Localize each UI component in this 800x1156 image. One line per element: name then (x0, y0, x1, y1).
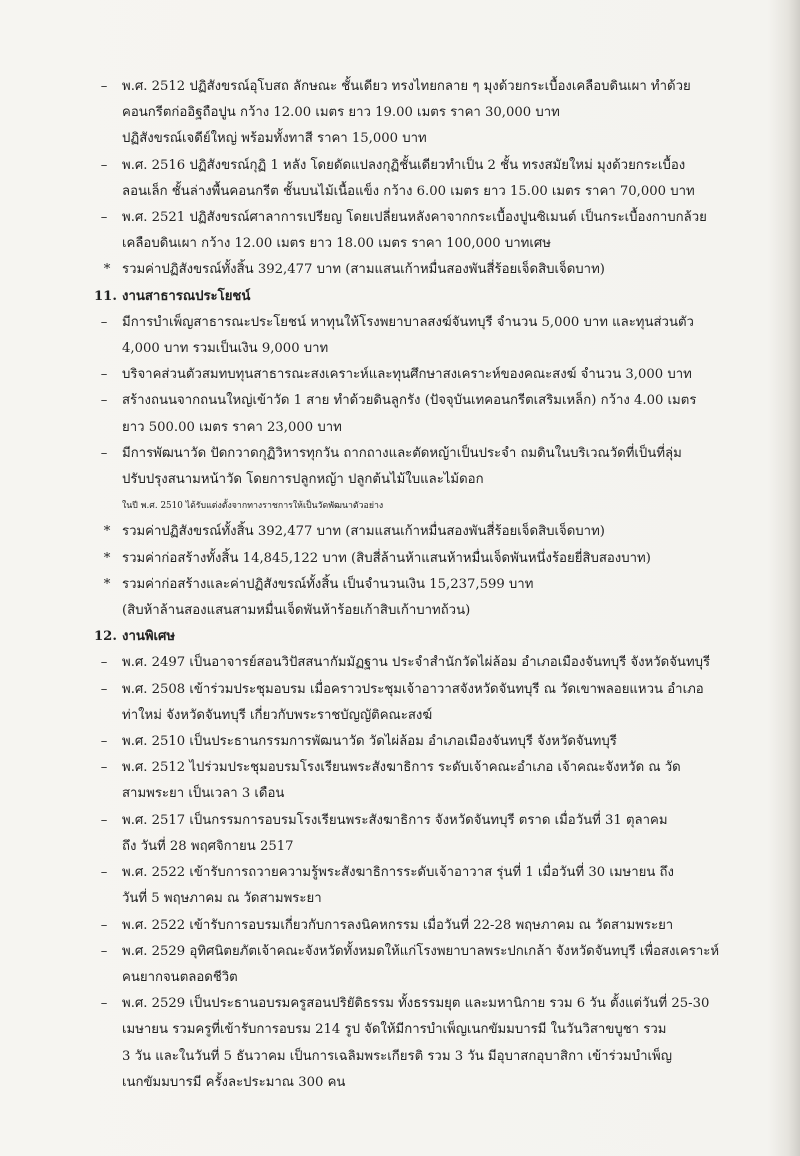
dash-bullet: – (100, 393, 108, 409)
item-line: วันที่ 5 พฤษภาคม ณ วัดสามพระยา (122, 891, 322, 907)
dash-bullet: – (100, 157, 108, 173)
item-line: ลอนเล็ก ชั้นล่างพื้นคอนกรีต ชั้นบนไม้เนื้อแข็ง กว้าง 6.00 เมตร ยาว 15.00 เมตร ราคา 70,000 บาท (122, 183, 695, 199)
item-line: พ.ศ. 2508 เข้าร่วมประชุมอบรม เมื่อคราวประชุมเจ้าอาวาสจังหวัดจันทบุรี ณ วัดเขาพลอยแหวน อำเภอ (122, 681, 704, 697)
item-line: พ.ศ. 2497 เป็นอาจารย์สอนวิปัสสนากัมมัฏฐาน ประจำสำนักวัดไผ่ล้อม อำเภอเมืองจันทบุรี จังหวัดจันทบุรี (122, 655, 711, 671)
asterisk-bullet: * (103, 550, 111, 566)
dash-bullet: – (100, 734, 108, 750)
dash-bullet: – (100, 865, 108, 881)
list-item (94, 74, 770, 153)
item-line: สร้างถนนจากถนนใหญ่เข้าวัด 1 สาย ทำด้วยดินลูกรัง (ปัจจุบันเทคอนกรีตเสริมเหล็ก) กว้าง 4.00 เมตร (122, 393, 697, 409)
item-line: คอนกรีตก่ออิฐถือปูน กว้าง 12.00 เมตร ยาว 19.00 เมตร ราคา 30,000 บาท (122, 105, 560, 121)
item-line: คนยากจนตลอดชีวิต (122, 969, 238, 985)
total-item (94, 257, 770, 283)
total-item (94, 572, 770, 624)
item-line: พ.ศ. 2529 เป็นประธานอบรมครูสอนปริยัติธรรม ทั้งธรรมยุต และมหานิกาย รวม 6 วัน ตั้งแต่วันที่ 25-30 (122, 996, 710, 1012)
list-item (94, 153, 770, 205)
item-line: เมษายน รวมครูที่เข้ารับการอบรม 214 รูป จัดให้มีการบำเพ็ญเนกขัมมบารมี ในวันวิสาขบูชา รวม (122, 1022, 667, 1038)
dash-bullet: – (100, 655, 108, 671)
list-item (94, 808, 770, 860)
item-line: รวมค่าปฏิสังขรณ์ทั้งสิ้น 392,477 บาท (สามแสนเก้าหมื่นสองพันสี่ร้อยเจ็ดสิบเจ็ดบาท) (122, 524, 605, 540)
list-item (94, 729, 770, 755)
dash-bullet: – (100, 367, 108, 383)
item-line: สามพระยา เป็นเวลา 3 เดือน (122, 786, 285, 802)
list-item (94, 755, 770, 807)
dash-bullet: – (100, 917, 108, 933)
item-line: ปรับปรุงสนามหน้าวัด โดยการปลูกหญ้า ปลูกต้นไม้ใบและไม้ดอก (122, 472, 484, 488)
list-item (94, 860, 770, 912)
item-line: มีการพัฒนาวัด ปัดกวาดกุฏิวิหารทุกวัน ถากถางและตัดหญ้าเป็นประจำ ถมดินในบริเวณวัดที่เป็นที่ลุ่ม (122, 445, 682, 461)
list-item (94, 913, 770, 939)
item-line: รวมค่าก่อสร้างทั้งสิ้น 14,845,122 บาท (สิบสี่ล้านห้าแสนห้าหมื่นเจ็ดพันหนึ่งร้อยยี่สิบสองบาท) (122, 550, 651, 566)
asterisk-bullet: * (103, 576, 111, 592)
dash-bullet: – (100, 445, 108, 461)
dash-bullet: – (100, 681, 108, 697)
list-item (94, 677, 770, 729)
dash-bullet: – (100, 79, 108, 94)
section-number: 12. (94, 629, 117, 645)
item-line: พ.ศ. 2510 เป็นประธานกรรมการพัฒนาวัด วัดไผ่ล้อม อำเภอเมืองจันทบุรี จังหวัดจันทบุรี (122, 734, 617, 750)
item-line: บริจาคส่วนตัวสมทบทุนสาธารณะสงเคราะห์และทุนศึกษาสงเคราะห์ของคณะสงฆ์ จำนวน 3,000 บาท (122, 367, 692, 383)
document-body (94, 74, 770, 1096)
section-number: 11. (94, 288, 117, 304)
award-note: ในปี พ.ศ. 2510 ได้รับแต่งตั้งจากทางราชการให้เป็นวัดพัฒนาตัวอย่าง (122, 501, 384, 512)
item-line: ท่าใหม่ จังหวัดจันทบุรี เกี่ยวกับพระราชบัญญัติคณะสงฆ์ (122, 707, 433, 723)
item-line: พ.ศ. 2512 ไปร่วมประชุมอบรมโรงเรียนพระสังฆาธิการ ระดับเจ้าคณะอำเภอ เจ้าคณะจังหวัด ณ วัด (122, 760, 681, 776)
section-title: งานสาธารณประโยชน์ (122, 288, 251, 304)
dash-bullet: – (100, 996, 108, 1012)
total-item (94, 519, 770, 545)
item-line: เคลือบดินเผา กว้าง 12.00 เมตร ยาว 18.00 เมตร ราคา 100,000 บาทเศษ (122, 236, 551, 252)
item-line: รวมค่าก่อสร้างและค่าปฏิสังขรณ์ทั้งสิ้น เป็นจำนวนเงิน 15,237,599 บาท (122, 576, 534, 592)
list-item (94, 388, 770, 440)
item-line: เนกขัมมบารมี ครั้งละประมาณ 300 คน (122, 1074, 346, 1090)
list-item (94, 650, 770, 676)
item-line: ยาว 500.00 เมตร ราคา 23,000 บาท (122, 419, 342, 435)
section-title: งานพิเศษ (122, 629, 176, 645)
item-line: (สิบห้าล้านสองแสนสามหมื่นเจ็ดพันห้าร้อยเก้าสิบเก้าบาทถ้วน) (122, 603, 471, 619)
list-item (94, 441, 770, 493)
item-line: พ.ศ. 2516 ปฏิสังขรณ์กุฏิ 1 หลัง โดยดัดแปลงกุฏิชั้นเดียวทำเป็น 2 ชั้น ทรงสมัยใหม่ มุงด้วยกระเบื้อง (122, 157, 686, 173)
list-item (94, 205, 770, 257)
item-line: ถึง วันที่ 28 พฤศจิกายน 2517 (122, 838, 294, 854)
list-item (94, 362, 770, 388)
dash-bullet: – (100, 760, 108, 776)
section-12-list (94, 650, 770, 1095)
total-item (94, 546, 770, 572)
list-item (94, 991, 770, 1096)
item-line: พ.ศ. 2521 ปฏิสังขรณ์ศาลาการเปรียญ โดยเปลี่ยนหลังคาจากกระเบื้องปูนซิเมนต์ เป็นกระเบื้องกาบกล้วย (122, 210, 707, 226)
item-line: มีการบำเพ็ญสาธารณะประโยชน์ หาทุนให้โรงพยาบาลสงฆ์จันทบุรี จำนวน 5,000 บาท และทุนส่วนตัว (122, 314, 694, 330)
dash-bullet: – (100, 210, 108, 226)
dash-bullet: – (100, 314, 108, 330)
item-line: พ.ศ. 2517 เป็นกรรมการอบรมโรงเรียนพระสังฆาธิการ จังหวัดจันทบุรี ตราด เมื่อวันที่ 31 ตุลาคม (122, 812, 668, 828)
asterisk-bullet: * (103, 524, 111, 540)
item-line: พ.ศ. 2529 อุทิศนิตยภัตเจ้าคณะจังหวัดทั้งหมดให้แก่โรงพยาบาลพระปกเกล้า จังหวัดจันทบุรี เพื่อสงเคราะห์ (122, 943, 720, 959)
section-12-heading (94, 624, 770, 650)
item-line: ปฏิสังขรณ์เจดีย์ใหญ่ พร้อมทั้งทาสี ราคา 15,000 บาท (122, 131, 427, 147)
item-line: 4,000 บาท รวมเป็นเงิน 9,000 บาท (122, 341, 329, 357)
list-item (94, 939, 770, 991)
dash-bullet: – (100, 943, 108, 959)
section-11-list (94, 310, 770, 624)
item-line: พ.ศ. 2522 เข้ารับการอบรมเกี่ยวกับการลงนิคหกรรม เมื่อวันที่ 22-28 พฤษภาคม ณ วัดสามพระยา (122, 917, 674, 933)
item-line: รวมค่าปฏิสังขรณ์ทั้งสิ้น 392,477 บาท (สามแสนเก้าหมื่นสองพันสี่ร้อยเจ็ดสิบเจ็ดบาท) (122, 262, 605, 278)
item-line: พ.ศ. 2522 เข้ารับการถวายความรู้พระสังฆาธิการระดับเจ้าอาวาส รุ่นที่ 1 เมื่อวันที่ 30 เมษายน ถึง (122, 865, 674, 881)
list-item (94, 310, 770, 362)
item-line: พ.ศ. 2512 ปฏิสังขรณ์อุโบสถ ลักษณะ ชั้นเดียว ทรงไทยกลาย ๆ มุงด้วยกระเบื้องเคลือบดินเผา ทำด้วย (122, 79, 691, 94)
section-10-list (94, 74, 770, 284)
section-11-heading (94, 284, 770, 310)
item-line: 3 วัน และในวันที่ 5 ธันวาคม เป็นการเฉลิมพระเกียรติ รวม 3 วัน มีอุบาสกอุบาสิกา เข้าร่วมบำเพ็ญ (122, 1048, 672, 1064)
dash-bullet: – (100, 812, 108, 828)
asterisk-bullet: * (103, 262, 111, 278)
